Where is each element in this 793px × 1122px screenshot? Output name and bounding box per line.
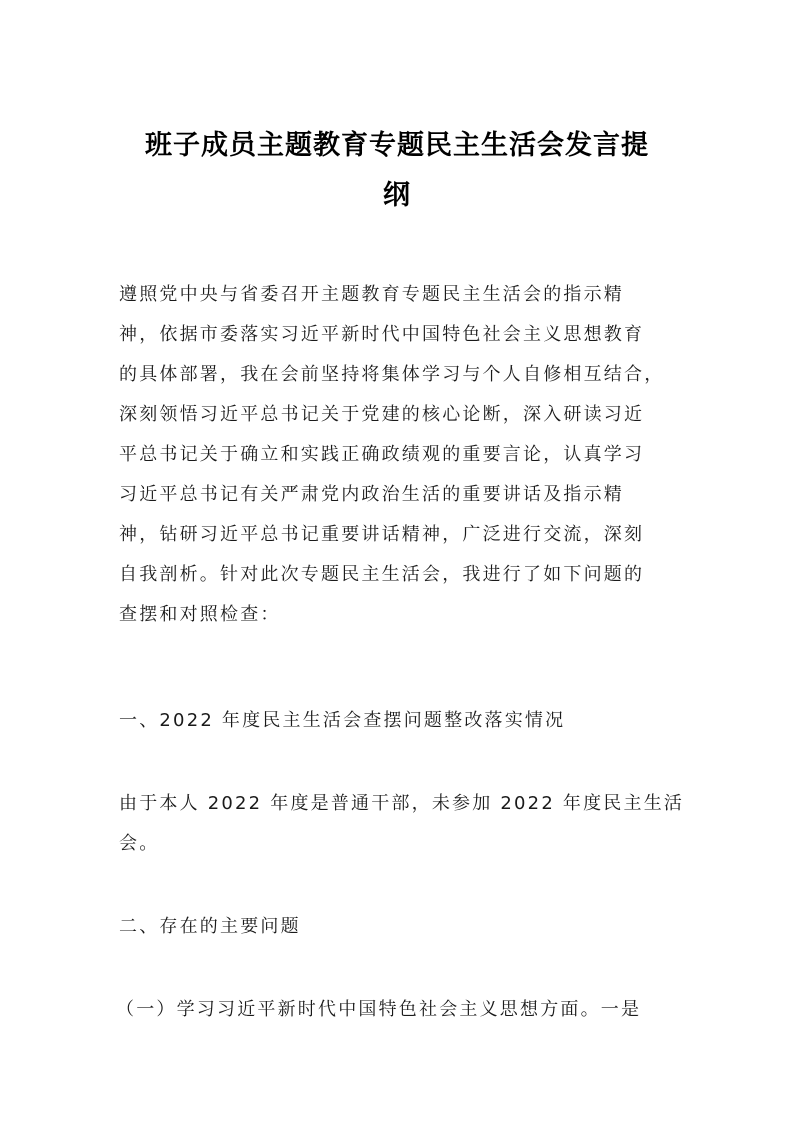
document-title	[110, 121, 684, 221]
intro-line-1: 遵照党中央与省委召开主题教育专题民主生活会的指示精	[119, 284, 624, 305]
intro-line-3: 的具体部署，我在会前坚持将集体学习与个人自修相互结合，	[119, 364, 665, 385]
intro-line-6: 习近平总书记有关严肃党内政治生活的重要讲话及指示精	[119, 484, 624, 505]
title-line-2: 纲	[383, 180, 411, 211]
section2-heading-text: 二、存在的主要问题	[119, 916, 301, 937]
intro-line-2: 神，依据市委落实习近平新时代中国特色社会主义思想教育	[119, 324, 645, 345]
subsection1-line-1: （一）学习习近平新时代中国特色社会主义思想方面。一是	[116, 999, 642, 1020]
intro-paragraph	[119, 275, 679, 635]
section2-heading	[119, 907, 679, 947]
intro-line-9: 查摆和对照检查：	[119, 604, 281, 625]
intro-line-4: 深刻领悟习近平总书记关于党建的核心论断，深入研读习近	[119, 404, 645, 425]
intro-line-8: 自我剖析。针对此次专题民主生活会，我进行了如下问题的	[119, 564, 645, 585]
section1-paragraph	[119, 784, 685, 864]
section1-line-2: 会。	[119, 833, 160, 854]
title-line-1: 班子成员主题教育专题民主生活会发言提	[145, 130, 649, 161]
intro-line-7: 神，钻研习近平总书记重要讲话精神，广泛进行交流，深刻	[119, 524, 645, 545]
section1-line-1: 由于本人 2022 年度是普通干部，未参加 2022 年度民主生活	[119, 793, 685, 814]
section1-heading	[119, 701, 679, 741]
subsection1-paragraph	[116, 990, 676, 1030]
section1-heading-text: 一、2022 年度民主生活会查摆问题整改落实情况	[119, 710, 566, 731]
intro-line-5: 平总书记关于确立和实践正确政绩观的重要言论，认真学习	[119, 444, 645, 465]
